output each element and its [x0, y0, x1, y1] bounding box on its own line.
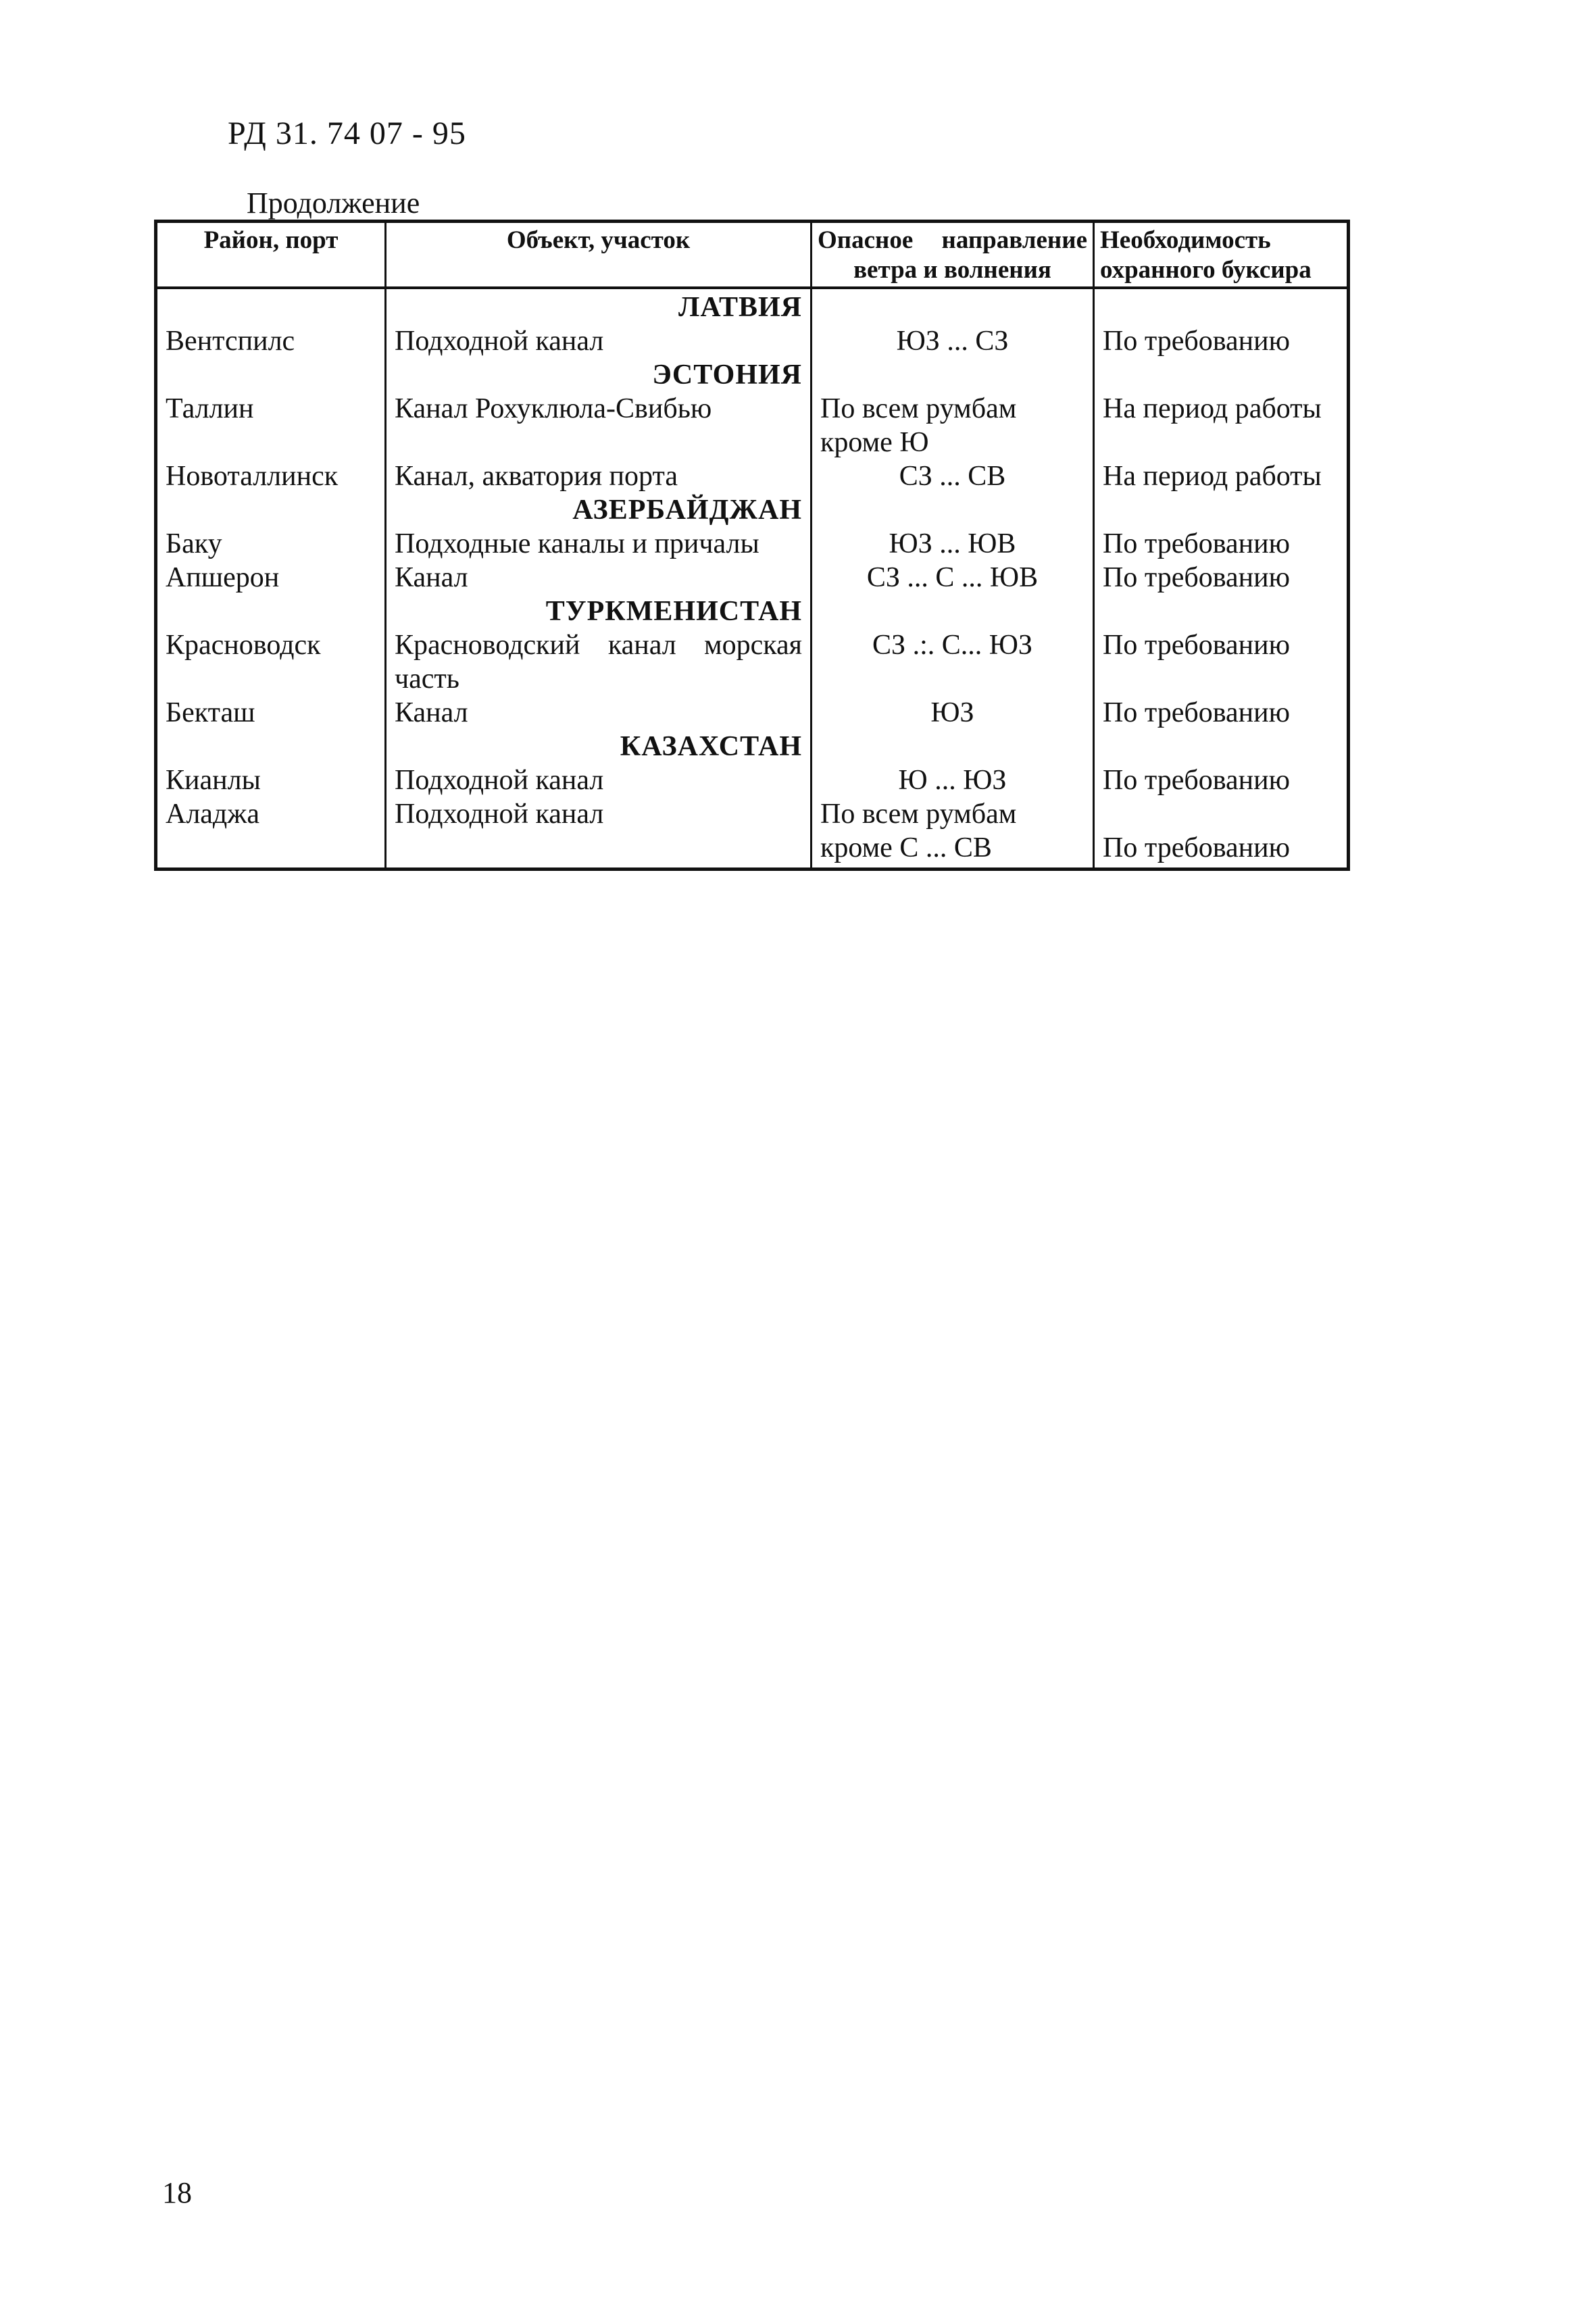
- direction-cell: СЗ ... С ... ЮВ: [812, 561, 1094, 595]
- object-cell: Подходной канал: [386, 797, 812, 870]
- ports-table: [154, 220, 1350, 871]
- country-row: [156, 595, 1349, 628]
- column-header-tug-line2: охранного буксира: [1100, 256, 1312, 284]
- table-row: [156, 561, 1349, 595]
- country-name: КАЗАХСТАН: [386, 730, 812, 763]
- country-name: АЗЕРБАЙДЖАН: [386, 493, 812, 527]
- direction-cell: ЮЗ: [812, 696, 1094, 730]
- tug-cell: По требованию: [1094, 561, 1349, 595]
- country-row: [156, 730, 1349, 763]
- direction-cell: По всем румбам кроме С ... СВ: [812, 797, 1094, 870]
- column-header-direction-line1: Опасное направление: [818, 226, 1087, 254]
- column-header-port: Район, порт: [156, 222, 386, 288]
- tug-cell: По требованию: [1094, 696, 1349, 730]
- port-cell: Апшерон: [156, 561, 386, 595]
- port-cell: Новоталлинск: [156, 459, 386, 493]
- table-row: [156, 527, 1349, 561]
- direction-cell: По всем румбам кроме Ю: [812, 392, 1094, 459]
- port-cell: Баку: [156, 527, 386, 561]
- page-number: 18: [162, 2176, 192, 2209]
- country-name: ЭСТОНИЯ: [386, 358, 812, 392]
- object-cell: Канал, акватория порта: [386, 459, 812, 493]
- object-cell: Канал: [386, 696, 812, 730]
- document-code: РД 31. 74 07 - 95: [228, 116, 466, 151]
- object-cell: Подходной канал: [386, 763, 812, 797]
- port-cell: Таллин: [156, 392, 386, 459]
- object-cell: Красноводский канал морская часть: [386, 628, 812, 696]
- object-cell: Подходные каналы и причалы: [386, 527, 812, 561]
- port-cell: Вентспилс: [156, 324, 386, 358]
- port-cell: Красноводск: [156, 628, 386, 696]
- table-row: [156, 696, 1349, 730]
- column-header-tug-line1: Необходимость: [1100, 226, 1271, 254]
- port-cell: Бекташ: [156, 696, 386, 730]
- country-row: [156, 288, 1349, 324]
- column-header-tug: [1094, 222, 1349, 288]
- port-cell: Аладжа: [156, 797, 386, 870]
- continuation-label: Продолжение: [247, 186, 420, 220]
- country-name: ЛАТВИЯ: [386, 288, 812, 324]
- country-name: ТУРКМЕНИСТАН: [386, 595, 812, 628]
- tug-cell: На период работы: [1094, 459, 1349, 493]
- tug-cell: На период работы: [1094, 392, 1349, 459]
- column-header-object: Объект, участок: [386, 222, 812, 288]
- object-cell: Канал Рохуклюла-Свибью: [386, 392, 812, 459]
- tug-cell: По требованию: [1094, 527, 1349, 561]
- table-row: [156, 628, 1349, 696]
- direction-cell: ЮЗ ... СЗ: [812, 324, 1094, 358]
- column-header-direction-line2: ветра и волнения: [853, 256, 1051, 284]
- direction-cell: Ю ... ЮЗ: [812, 763, 1094, 797]
- direction-cell: СЗ .:. С... ЮЗ: [812, 628, 1094, 696]
- country-row: [156, 358, 1349, 392]
- table-row: [156, 763, 1349, 797]
- tug-cell: По требованию: [1094, 324, 1349, 358]
- port-cell: Кианлы: [156, 763, 386, 797]
- table-row: [156, 797, 1349, 870]
- table-row: [156, 324, 1349, 358]
- table-row: [156, 459, 1349, 493]
- table-row: [156, 392, 1349, 459]
- column-header-direction: [812, 222, 1094, 288]
- object-cell: Канал: [386, 561, 812, 595]
- direction-cell: СЗ ... СВ: [812, 459, 1094, 493]
- object-cell: Подходной канал: [386, 324, 812, 358]
- tug-cell: По требованию: [1094, 628, 1349, 696]
- table-header-row: [156, 222, 1349, 288]
- country-row: [156, 493, 1349, 527]
- direction-cell: ЮЗ ... ЮВ: [812, 527, 1094, 561]
- tug-cell: По требованию: [1094, 763, 1349, 797]
- tug-cell: По требованию: [1094, 797, 1349, 870]
